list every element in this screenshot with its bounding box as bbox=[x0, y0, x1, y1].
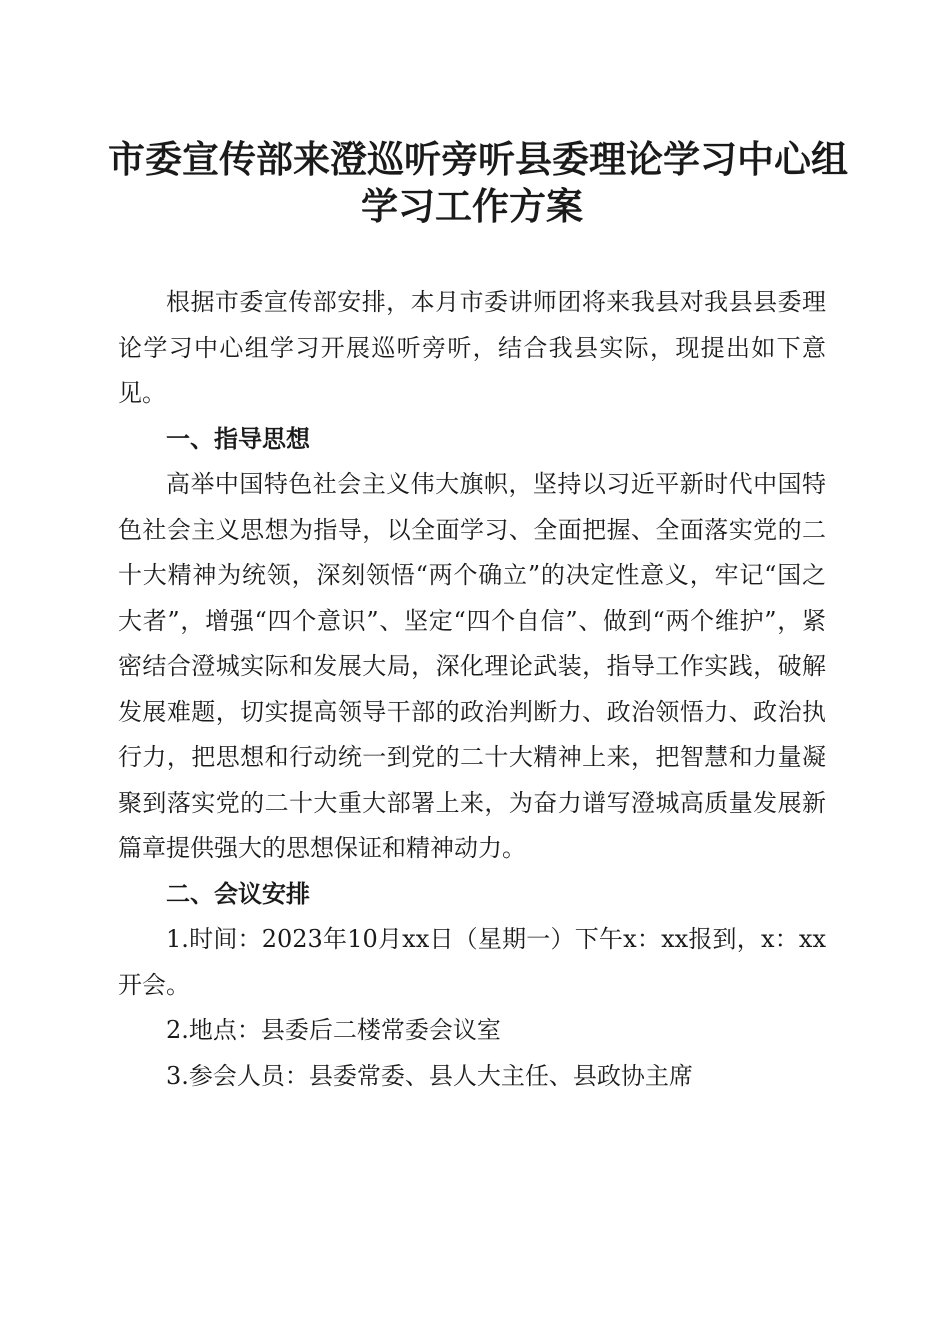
section-heading-meeting-arrangement: 二、会议安排 bbox=[166, 879, 310, 908]
meeting-location-item: 2.地点：县委后二楼常委会议室 bbox=[166, 1016, 501, 1044]
document-title bbox=[108, 136, 848, 230]
meeting-attendees-item: 3.参会人员：县委常委、县人大主任、县政协主席 bbox=[166, 1061, 693, 1090]
document-body bbox=[118, 280, 826, 1099]
meeting-time-item: 1.时间：2023年10月xx日（星期一）下午x：xx报到，x：xx开会。 bbox=[118, 925, 826, 999]
section-heading-guiding-thought: 一、指导思想 bbox=[166, 424, 310, 453]
guiding-thought-paragraph: 高举中国特色社会主义伟大旗帜，坚持以习近平新时代中国特色社会主义思想为指导，以全面学习、全面把握、全面落实党的二十大精神为统领，深刻领悟“两个确立”的决定性意义，牢记“国之大者”，增强“四个意识”、坚定“四个自信”、做到“两个维护”，紧密结合澄城实际和发展大局，深化理论武装，指导工作实践，破解发展难题，切实提高领导干部的政治判断力、政治领悟力、政治执行力，把思想和行动统一到党的二十大精神上来，把智慧和力量凝聚到落实党的二十大重大部署上来，为奋力谱写澄城高质量发展新篇章提供强大的思想保证和精神动力。 bbox=[118, 470, 826, 862]
intro-paragraph: 根据市委宣传部安排，本月市委讲师团将来我县对我县县委理论学习中心组学习开展巡听旁听，结合我县实际，现提出如下意见。 bbox=[118, 288, 826, 407]
title-line-2: 学习工作方案 bbox=[361, 184, 583, 228]
title-line-1: 市委宣传部来澄巡听旁听县委理论学习中心组 bbox=[108, 137, 848, 181]
